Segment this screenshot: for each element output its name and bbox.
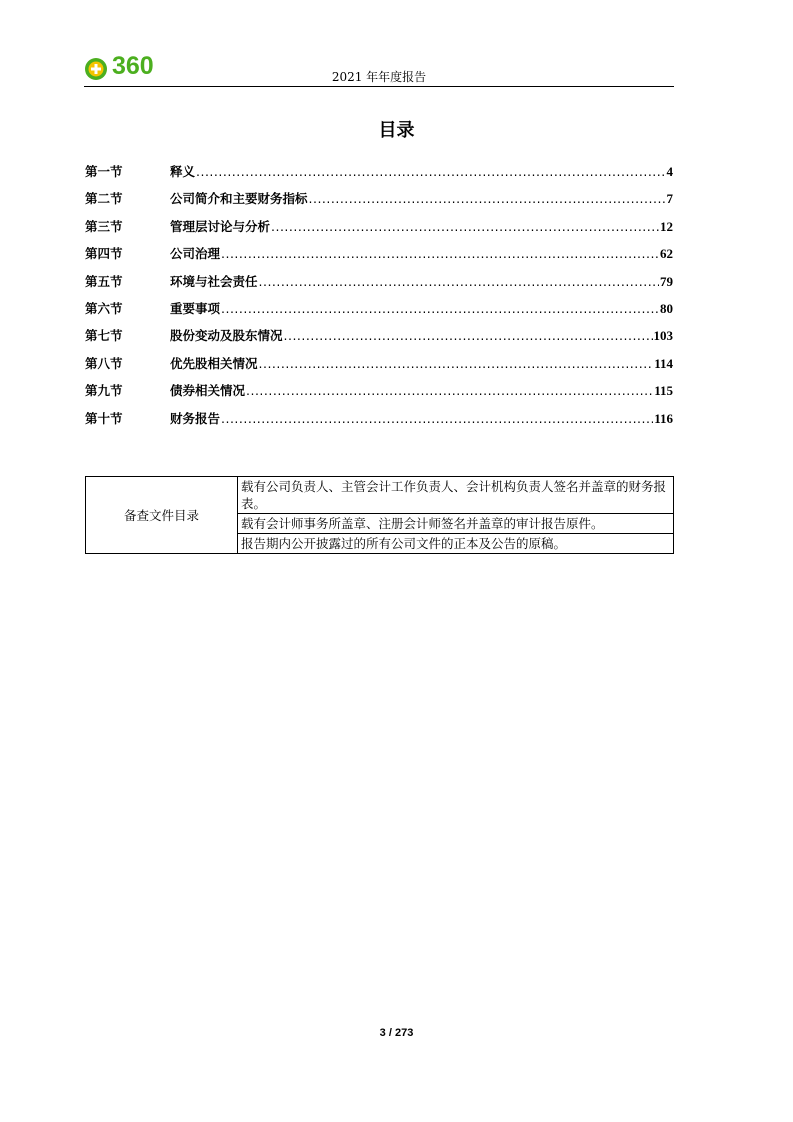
toc-leader-dots [221,246,659,261]
report-title: 2021 年年度报告 [331,70,427,84]
toc-entry[interactable] [85,244,673,271]
toc-page-number: 12 [660,218,673,234]
toc-entry[interactable] [85,162,673,189]
reference-document-item: 报告期内公开披露过的所有公司文件的正本及公告的原稿。 [238,534,674,554]
toc-entry[interactable] [85,354,673,381]
toc-section-title: 公司简介和主要财务指标 [170,191,308,207]
toc-section-title: 管理层讨论与分析 [170,218,271,234]
toc-section-number: 第五节 [85,273,123,289]
toc-section-title: 优先股相关情况 [170,355,258,371]
toc-section-number: 第三节 [85,218,123,234]
table-of-contents [85,162,673,436]
toc-section-number: 第四节 [85,246,123,262]
toc-leader-dots [246,383,653,398]
reference-document-item: 载有会计师事务所盖章、注册会计师签名并盖章的审计报告原件。 [238,514,674,534]
table-row [86,477,674,514]
toc-page-number: 4 [666,164,673,179]
toc-entry[interactable] [85,299,673,326]
logo-text: 360 [112,52,154,80]
toc-entry[interactable] [85,326,673,353]
toc-leader-dots [259,274,659,289]
toc-section-title: 财务报告 [170,410,221,426]
toc-section-title: 债券相关情况 [170,383,246,399]
toc-section-number: 第八节 [85,355,123,371]
toc-section-title: 股份变动及股东情况 [170,328,283,344]
reference-documents-label: 备查文件目录 [86,477,238,554]
toc-page-number: 114 [654,355,673,371]
toc-entry[interactable] [85,189,673,216]
toc-section-number: 第六节 [85,300,123,316]
page-title: 目录 [378,120,415,141]
toc-leader-dots [309,191,666,206]
toc-section-title: 环境与社会责任 [170,273,258,289]
toc-leader-dots [271,219,659,234]
toc-section-number: 第二节 [85,191,123,207]
reference-document-item: 载有公司负责人、主管会计工作负责人、会计机构负责人签名并盖章的财务报表。 [238,477,674,514]
toc-leader-dots [259,356,654,371]
page-number-footer: 3 / 273 [379,1027,414,1039]
toc-entry[interactable] [85,272,673,299]
toc-section-title: 释义 [170,164,196,179]
toc-page-number: 115 [654,383,673,399]
toc-page-number: 103 [653,328,673,344]
toc-page-number: 79 [660,273,673,289]
toc-section-number: 第七节 [85,328,123,344]
page-header [84,52,674,87]
toc-section-number: 第十节 [85,410,123,426]
toc-entry[interactable] [85,409,673,436]
toc-entry[interactable] [85,381,673,408]
toc-leader-dots [221,411,653,426]
reference-documents-table [85,476,674,554]
toc-section-title: 公司治理 [170,246,221,262]
toc-page-number: 116 [654,410,673,426]
toc-leader-dots [284,328,653,343]
toc-section-number: 第一节 [85,164,123,179]
toc-page-number: 7 [666,191,673,207]
toc-section-title: 重要事项 [170,300,221,316]
toc-page-number: 80 [660,300,673,316]
toc-page-number: 62 [660,246,673,262]
toc-leader-dots [196,164,665,179]
toc-leader-dots [221,301,659,316]
toc-section-number: 第九节 [85,383,123,399]
toc-entry[interactable] [85,217,673,244]
